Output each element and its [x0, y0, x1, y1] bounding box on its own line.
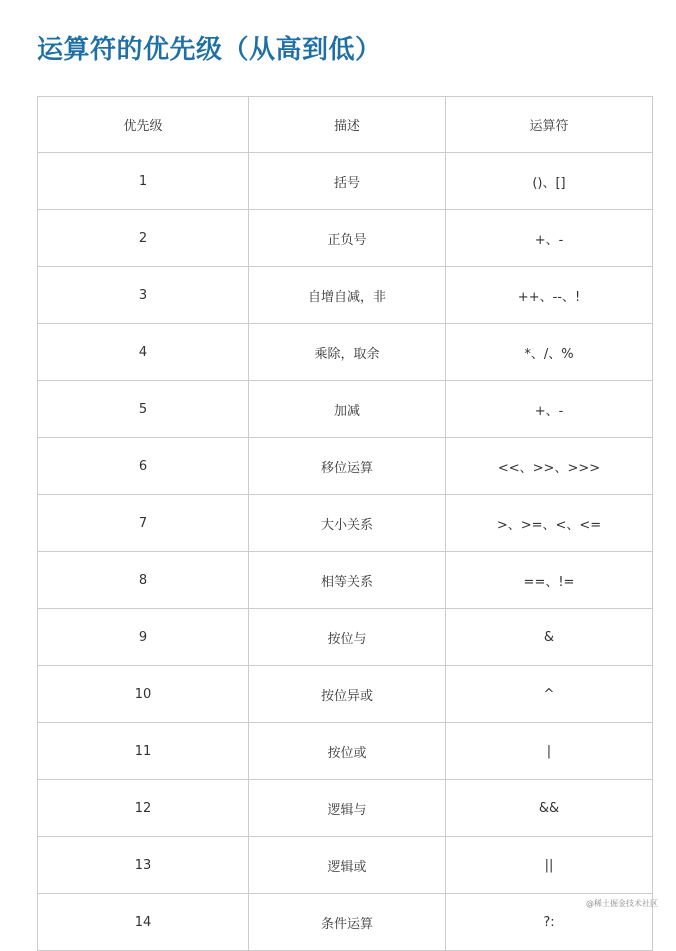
cell-level: 7 [38, 495, 249, 552]
table-row [38, 837, 653, 894]
table-row [38, 495, 653, 552]
cell-level: 4 [38, 324, 249, 381]
cell-operator: >、>=、<、<= [446, 495, 653, 552]
cell-operator: & [446, 609, 653, 666]
cell-operator: ?: [446, 894, 653, 951]
cell-description: 按位异或 [249, 666, 446, 723]
cell-level: 1 [38, 153, 249, 210]
cell-level: 9 [38, 609, 249, 666]
table-row [38, 438, 653, 495]
cell-operator: | [446, 723, 653, 780]
cell-description: 正负号 [249, 210, 446, 267]
cell-description: 乘除，取余 [249, 324, 446, 381]
watermark: @稀土掘金技术社区 [586, 899, 658, 908]
cell-level: 3 [38, 267, 249, 324]
cell-operator: ++、--、! [446, 267, 653, 324]
cell-operator: ==、!= [446, 552, 653, 609]
table-row [38, 609, 653, 666]
cell-operator: || [446, 837, 653, 894]
cell-level: 13 [38, 837, 249, 894]
cell-level: 12 [38, 780, 249, 837]
header-description: 描述 [249, 97, 446, 153]
cell-description: 大小关系 [249, 495, 446, 552]
table-row [38, 267, 653, 324]
cell-description: 相等关系 [249, 552, 446, 609]
table-row [38, 894, 653, 951]
cell-operator: ^ [446, 666, 653, 723]
cell-description: 逻辑或 [249, 837, 446, 894]
page-title: 运算符的优先级（从高到低） [37, 35, 382, 65]
cell-description: 移位运算 [249, 438, 446, 495]
table-row [38, 552, 653, 609]
table-header-row [38, 97, 653, 153]
table-row [38, 381, 653, 438]
precedence-table [37, 96, 653, 951]
cell-description: 按位或 [249, 723, 446, 780]
cell-level: 5 [38, 381, 249, 438]
cell-description: 括号 [249, 153, 446, 210]
cell-operator: +、- [446, 381, 653, 438]
header-operator: 运算符 [446, 97, 653, 153]
table-row [38, 210, 653, 267]
cell-level: 11 [38, 723, 249, 780]
table-row [38, 780, 653, 837]
cell-operator: ()、[] [446, 153, 653, 210]
cell-operator: *、/、% [446, 324, 653, 381]
table-row [38, 153, 653, 210]
table-row [38, 324, 653, 381]
cell-description: 按位与 [249, 609, 446, 666]
cell-description: 自增自减，非 [249, 267, 446, 324]
table-row [38, 666, 653, 723]
cell-level: 8 [38, 552, 249, 609]
cell-level: 10 [38, 666, 249, 723]
cell-level: 2 [38, 210, 249, 267]
cell-operator: +、- [446, 210, 653, 267]
cell-operator: && [446, 780, 653, 837]
cell-description: 条件运算 [249, 894, 446, 951]
cell-description: 逻辑与 [249, 780, 446, 837]
cell-level: 6 [38, 438, 249, 495]
cell-operator: <<、>>、>>> [446, 438, 653, 495]
table-row [38, 723, 653, 780]
cell-level: 14 [38, 894, 249, 951]
cell-description: 加减 [249, 381, 446, 438]
header-level: 优先级 [38, 97, 249, 153]
